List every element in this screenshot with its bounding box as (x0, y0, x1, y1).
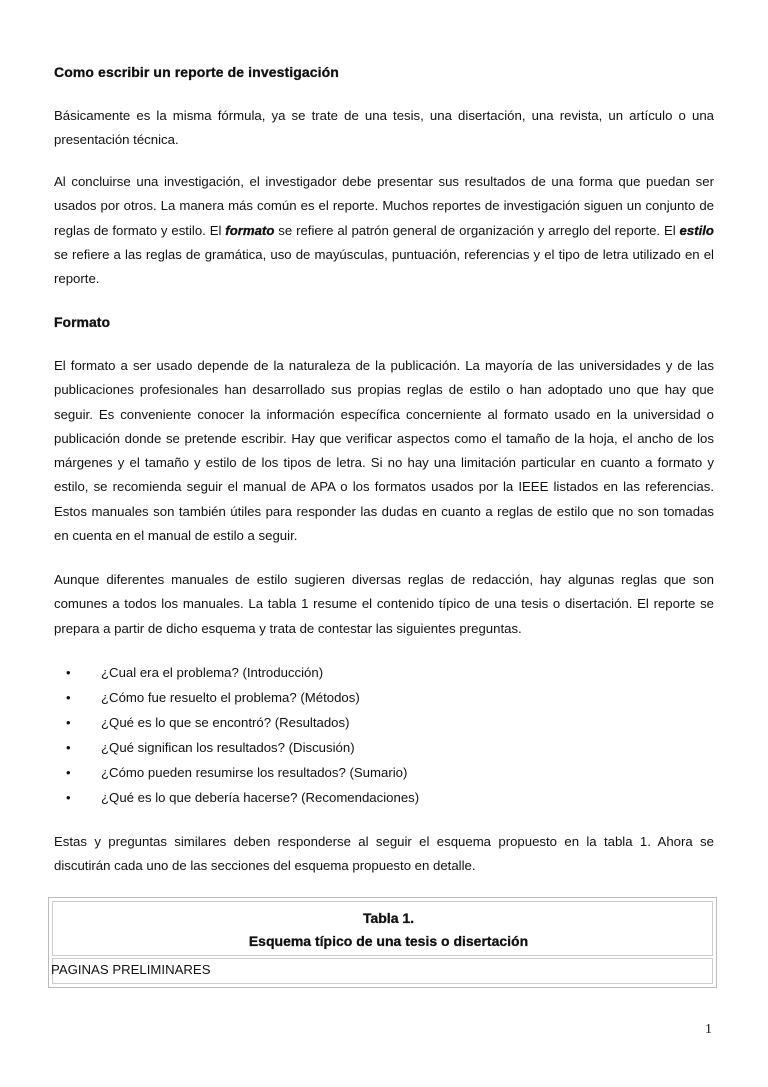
bullet-icon: • (66, 790, 71, 805)
formato-paragraph: El formato a ser usado depende de la naturaleza de la publicación. La mayoría de las universidades y de las publicaciones profesionales han desarrollado sus propias reglas de estilo o han adoptado uno que hay que seguir. Es conveniente conocer la información específica concerniente al formato usado en la universidad o publicación donde se pretende escribir. Hay que verificar aspectos como el tamaño de la hoja, el ancho de los márgenes y el tamaño y estilo de los tipos de letra. Si no hay una limitación particular en cuanto a formato y estilo, se recomienda seguir el manual de APA o los formatos usados por la IEEE listados en las referencias. Estos manuales son también útiles para responder las dudas en cuanto a reglas de estilo que no son tomadas en cuenta en el manual de estilo a seguir. (54, 358, 714, 544)
table-row (52, 958, 713, 984)
list-item-text: ¿Qué es lo que se encontró? (Resultados) (101, 715, 350, 730)
paragraph-text: se refiere a las reglas de gramática, uso de mayúsculas, puntuación, referencias y el tipo de letra utilizado en el reporte. (54, 246, 714, 287)
term-estilo: estilo (679, 222, 714, 238)
list-item (54, 760, 419, 785)
closing-paragraph: Estas y preguntas similares deben responderse al seguir el esquema propuesto en la tabla 1. Ahora se discutirán cada uno de las secciones del esquema propuesto en detalle. (54, 834, 714, 874)
paragraph-text: Al concluirse una investigación, el investigador debe presentar sus resultados de una forma que puedan ser usados por otros. La manera más común es el reporte. Muchos reportes de investigación siguen un conjunto de reglas de formato y estilo. El (54, 174, 714, 238)
outline-table (48, 897, 717, 988)
list-item-text: ¿Cómo fue resuelto el problema? (Métodos) (101, 690, 360, 705)
bullet-icon: • (66, 765, 71, 780)
list-item-text: ¿Cual era el problema? (Introducción) (101, 665, 324, 680)
list-item-text: ¿Qué significan los resultados? (Discusión) (101, 740, 355, 755)
questions-list (54, 660, 419, 810)
bullet-icon: • (66, 690, 71, 705)
table-subtitle: Esquema típico de una tesis o disertación (248, 933, 529, 949)
research-report-paragraph (54, 170, 714, 291)
list-item-text: ¿Qué es lo que debería hacerse? (Recomendaciones) (101, 790, 420, 805)
document-title: Como escribir un reporte de investigación (54, 64, 339, 80)
paragraph-text: se refiere al patrón general de organización y arreglo del reporte. El (274, 222, 680, 238)
term-formato: formato (225, 222, 275, 238)
bullet-icon: • (66, 715, 71, 730)
list-item (54, 710, 419, 735)
table-cell-preliminares: PAGINAS PRELIMINARES (51, 962, 211, 977)
list-item (54, 660, 419, 685)
list-item (54, 685, 419, 710)
table-header-row (52, 901, 713, 956)
list-item-text: ¿Cómo pueden resumirse los resultados? (Sumario) (101, 765, 408, 780)
list-item (54, 735, 419, 760)
intro-paragraph: Básicamente es la misma fórmula, ya se trate de una tesis, una disertación, una revista, un artículo o una presentación técnica. (54, 108, 714, 148)
bullet-icon: • (66, 740, 71, 755)
style-manuals-paragraph: Aunque diferentes manuales de estilo sugieren diversas reglas de redacción, hay algunas reglas que son comunes a todos los manuales. La tabla 1 resume el contenido típico de una tesis o disertación. El reporte se prepara a partir de dicho esquema y trata de contestar las siguientes preguntas. (54, 572, 714, 636)
table-title: Tabla 1. (362, 910, 415, 926)
list-item (54, 785, 419, 810)
page-number: 1 (705, 1022, 712, 1037)
section-heading-formato: Formato (54, 314, 110, 330)
bullet-icon: • (66, 665, 71, 680)
